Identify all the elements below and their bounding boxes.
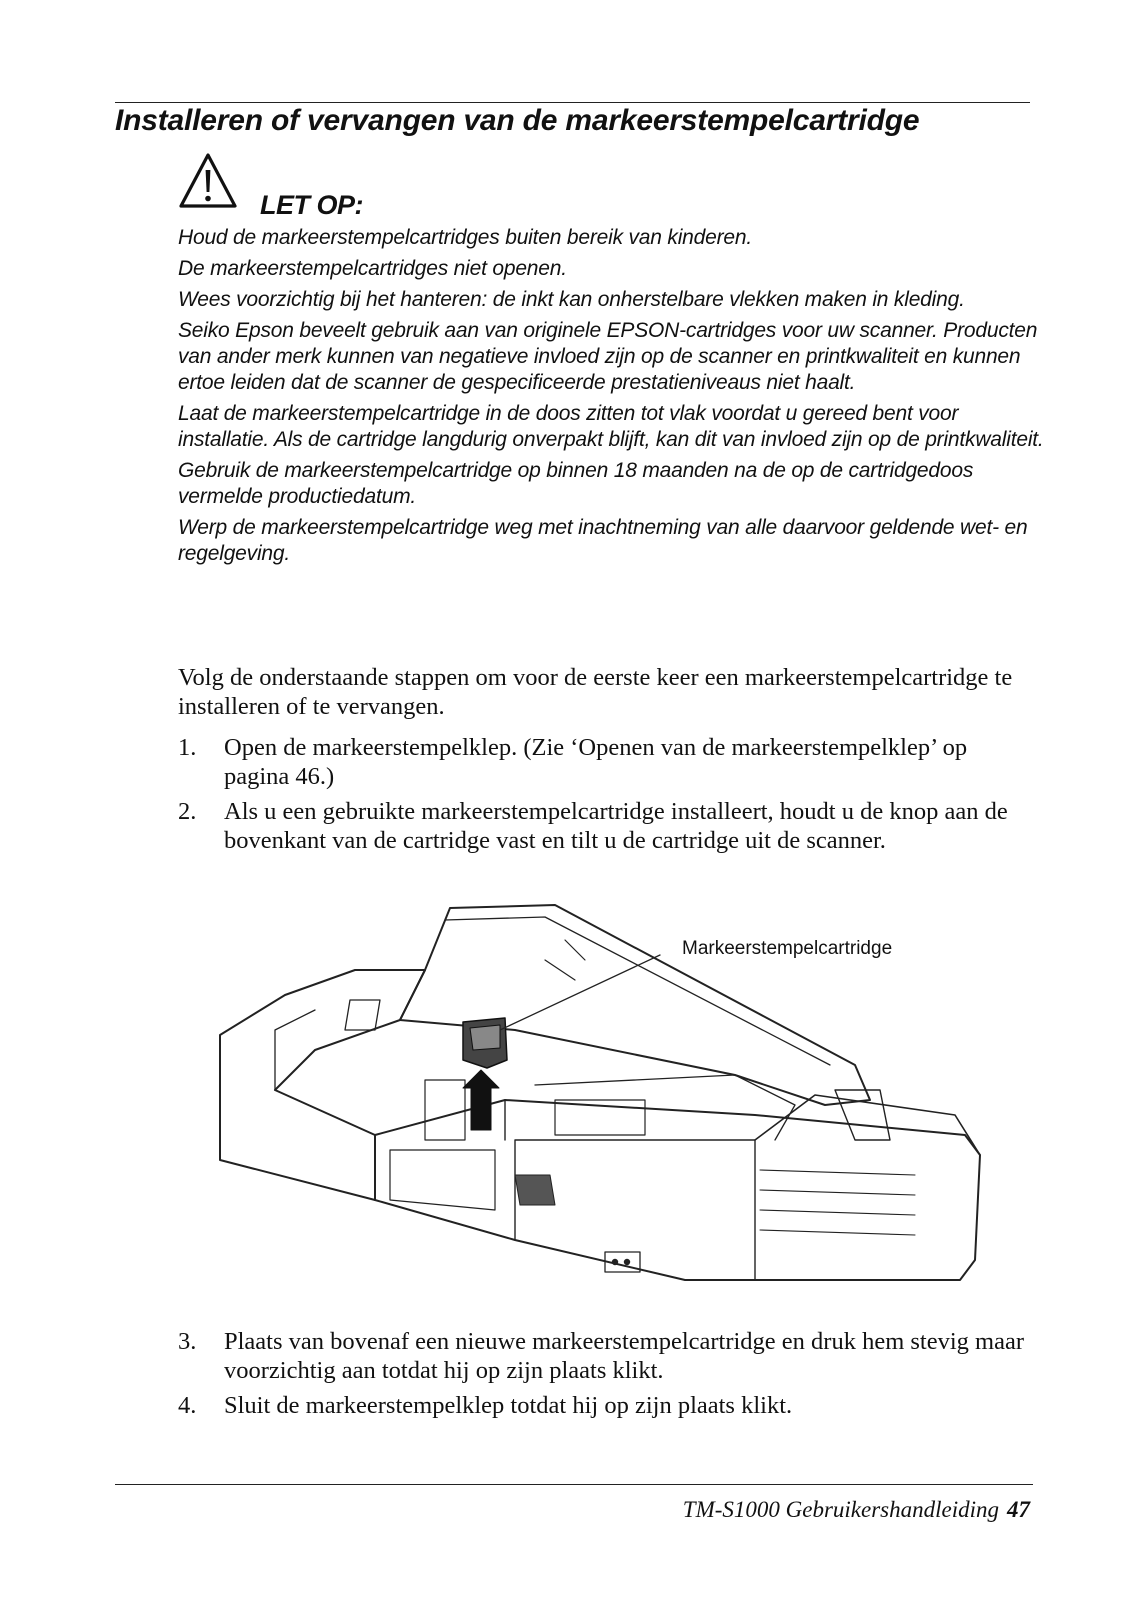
caution-item: Gebruik de markeerstempelcartridge op binnen 18 maanden na de op de cartridgedoos vermelde productiedatum.: [178, 459, 974, 508]
lift-arrow-icon: [463, 1070, 499, 1130]
step-number: 1.: [178, 734, 197, 761]
steps-list: [178, 733, 1033, 861]
step-item: [178, 733, 1033, 791]
figure-callout: Markeerstempelcartridge: [682, 938, 893, 959]
step-item: [178, 1327, 1033, 1385]
section-heading: Installeren of vervangen van de markeerstempelcartridge: [115, 104, 920, 137]
intro-paragraph: Volg de onderstaande stappen om voor de eerste keer een markeerstempelcartridge te installeren of te vervangen.: [178, 664, 1013, 720]
scanner-body: [375, 1100, 980, 1280]
caution-item: Houd de markeerstempelcartridges buiten bereik van kinderen.: [178, 226, 752, 249]
step-text: Sluit de markeerstempelklep totdat hij op zijn plaats klikt.: [224, 1392, 793, 1419]
step-number: 2.: [178, 798, 197, 825]
scanner-left-wing: [220, 970, 425, 1200]
step-text: Open de markeerstempelklep. (Zie ‘Openen van de markeerstempelklep’ op pagina 46.): [224, 734, 968, 790]
caution-label: LET OP:: [260, 190, 363, 220]
step-number: 3.: [178, 1328, 197, 1355]
steps-list-continued: [178, 1327, 1033, 1426]
footer-title: TM-S1000 Gebruikershandleiding: [682, 1497, 999, 1522]
footer-rule: [115, 1484, 1033, 1485]
caution-item: Seiko Epson beveelt gebruik aan van originele EPSON-cartridges voor uw scanner. Producten van ander merk kunnen van negatieve invloed zijn op de scanner en printkwaliteit en kunnen ertoe leiden dat de scanner de gespecificeerde prestatieniveaus niet haalt.: [178, 319, 1038, 394]
warning-triangle-icon: [178, 152, 238, 212]
caution-item: Wees voorzichtig bij het hanteren: de inkt kan onherstelbare vlekken maken in kleding.: [178, 288, 965, 311]
step-item: [178, 1391, 1033, 1420]
step-text: Als u een gebruikte markeerstempelcartridge installeert, houdt u de knop aan de bovenkant van de cartridge vast en tilt u de cartridge uit de scanner.: [224, 798, 1008, 854]
caution-item: Werp de markeerstempelcartridge weg met inachtneming van alle daarvoor geldende wet- en regelgeving.: [178, 516, 1028, 565]
page-number: 47: [1007, 1497, 1030, 1522]
scanner-hood: [400, 905, 870, 1105]
caution-item: Laat de markeerstempelcartridge in de doos zitten tot vlak voordat u gereed bent voor installatie. Als de cartridge langdurig onverpakt blijft, kan dit van invloed zijn op de printkwaliteit.: [178, 402, 1044, 451]
step-text: Plaats van bovenaf een nieuwe markeerstempelcartridge en druk hem stevig maar voorzichtig aan totdat hij op zijn plaats klikt.: [224, 1328, 1025, 1384]
callout-leader: [500, 955, 660, 1030]
step-number: 4.: [178, 1392, 197, 1419]
step-item: [178, 797, 1033, 855]
caution-list: [178, 225, 1046, 572]
page-footer: [683, 1497, 1030, 1523]
caution-item: De markeerstempelcartridges niet openen.: [178, 257, 567, 280]
title-rule: [115, 102, 1030, 103]
